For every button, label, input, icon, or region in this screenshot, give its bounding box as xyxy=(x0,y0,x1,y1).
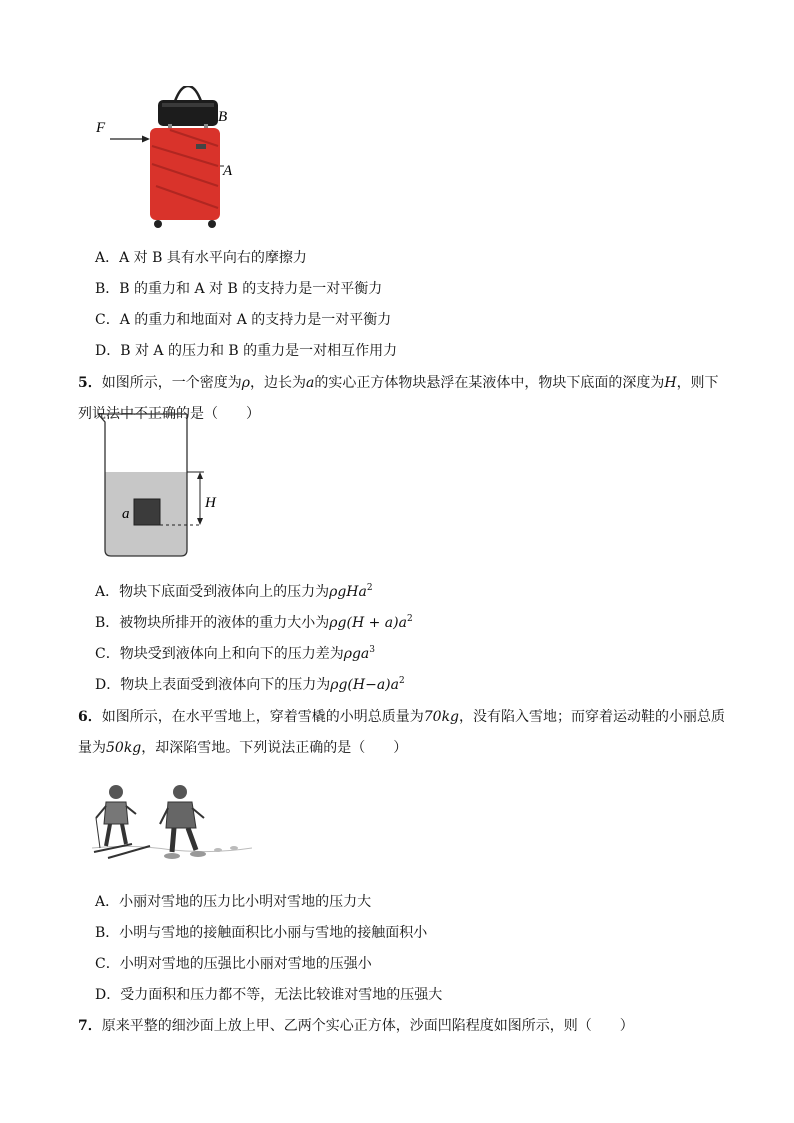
label-H: H xyxy=(205,495,216,511)
q5-stem-line2: 列说法中不正确的是（ ） xyxy=(78,406,260,422)
q4-option-a: A．A 对 B 具有水平向右的摩擦力 xyxy=(95,250,307,266)
q6-option-b: B．小明与雪地的接触面积比小丽与雪地的接触面积小 xyxy=(95,925,428,941)
q5-number: 5． xyxy=(78,375,102,391)
beaker-figure xyxy=(92,410,232,562)
q5-option-a: A．物块下底面受到液体向上的压力为ρgHa$^2$ xyxy=(95,583,373,600)
q4-option-d: D．B 对 A 的压力和 B 的重力是一对相互作用力 xyxy=(95,343,398,359)
q6-stem-line1: 6．如图所示，在水平雪地上，穿着雪橇的小明总质量为70kg，没有陷入雪地；而穿着运动鞋的小丽总质 xyxy=(78,709,726,725)
q6-option-c: C．小明对雪地的压强比小丽对雪地的压强小 xyxy=(95,956,372,972)
q5-option-d: D．物块上表面受到液体向下的压力为$\rho g(H-a)a^2$ xyxy=(95,676,405,693)
q7-number: 7． xyxy=(78,1018,102,1034)
q6-stem-line2: 量为50kg，却深陷雪地。下列说法正确的是（ ） xyxy=(78,740,408,756)
label-F: F xyxy=(96,120,106,136)
snow-figure xyxy=(92,778,252,866)
q4-option-c: C．A 的重力和地面对 A 的支持力是一对平衡力 xyxy=(95,312,392,328)
q4-option-b: B．B 的重力和 A 对 B 的支持力是一对平衡力 xyxy=(95,281,383,297)
label-B: B xyxy=(218,109,228,125)
q7-stem: 7．原来平整的细沙面上放上甲、乙两个实心正方体，沙面凹陷程度如图所示，则（ ） xyxy=(78,1018,634,1034)
q6-option-a: A．小丽对雪地的压力比小明对雪地的压力大 xyxy=(95,894,372,910)
q5-stem-line1: 5．如图所示，一个密度为ρ，边长为a的实心正方体物块悬浮在某液体中，物块下底面的深度为H，则下 xyxy=(78,375,719,391)
q6-number: 6． xyxy=(78,709,102,725)
label-a: a xyxy=(122,506,130,522)
q6-option-d: D．受力面积和压力都不等，无法比较谁对雪地的压强大 xyxy=(95,987,443,1003)
q5-option-c: C．物块受到液体向上和向下的压力差为ρga$^3$ xyxy=(95,645,375,662)
walker-xiaoli xyxy=(160,785,238,859)
label-A: A xyxy=(223,163,233,179)
q5-option-b: B．被物块所排开的液体的重力大小为$\rho g(H + a)a^2$ xyxy=(95,614,413,631)
suitcase-figure xyxy=(90,86,250,236)
cube-block xyxy=(134,499,160,525)
